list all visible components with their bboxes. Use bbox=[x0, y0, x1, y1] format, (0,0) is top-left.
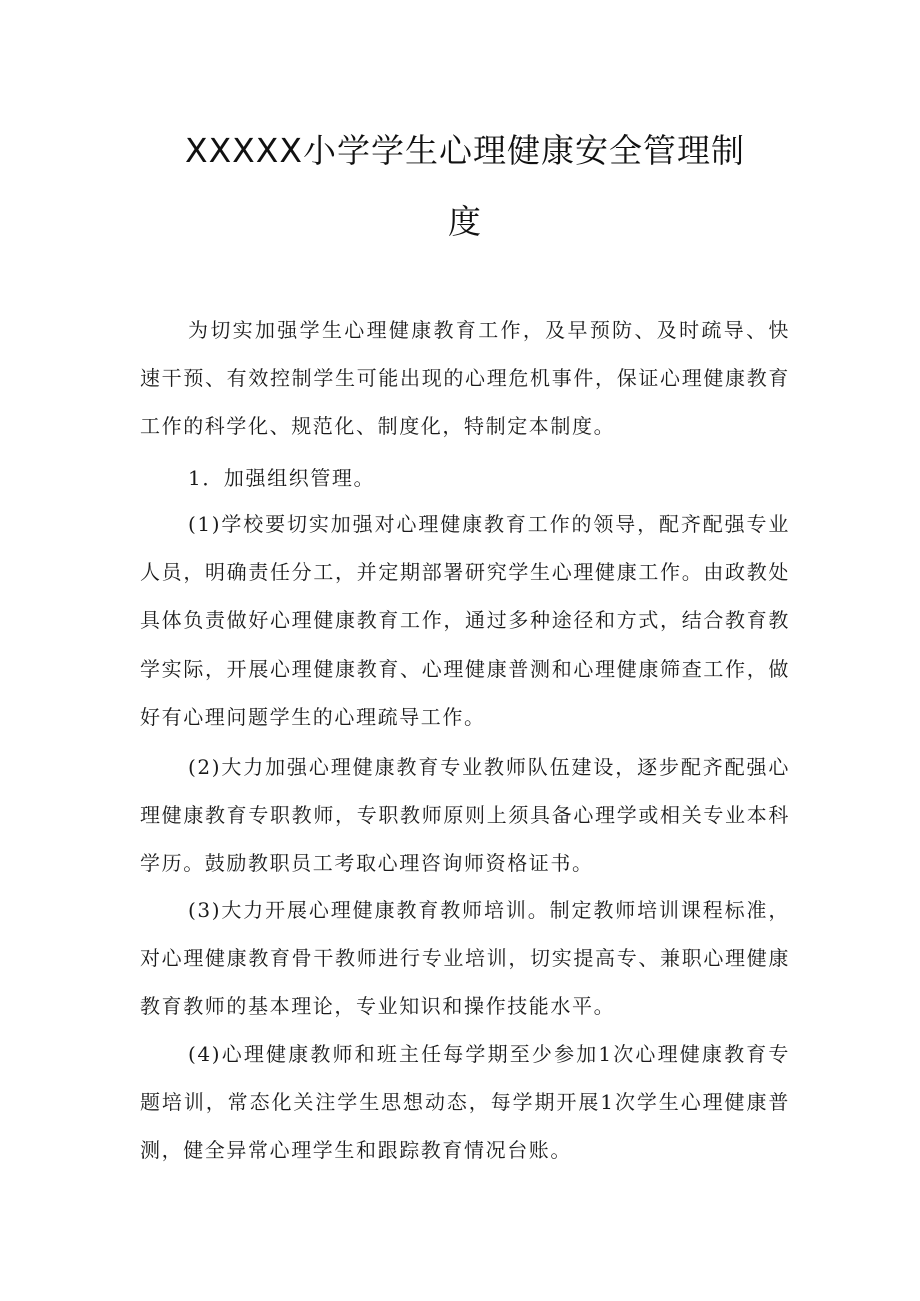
paragraph-item-3: (3)大力开展心理健康教育教师培训。制定教师培训课程标准，对心理健康教育骨干教师进行专业培训，切实提高专、兼职心理健康教育教师的基本理论，专业知识和操作技能水平。 bbox=[140, 898, 790, 1019]
paragraph-item-4: (4)心理健康教师和班主任每学期至少参加1次心理健康教育专题培训，常态化关注学生思想动态，每学期开展1次学生心理健康普测，健全异常心理学生和跟踪教育情况台账。 bbox=[140, 1042, 790, 1163]
paragraph-item-1: (1)学校要切实加强对心理健康教育工作的领导，配齐配强专业人员，明确责任分工，并定期部署研究学生心理健康工作。由政教处具体负责做好心理健康教育工作，通过多种途径和方式，结合教育教学实际，开展心理健康教育、心理健康普测和心理健康筛查工作，做好有心理问题学生的心理疏导工作。 bbox=[140, 512, 790, 729]
intro-paragraph: 为切实加强学生心理健康教育工作，及早预防、及时疏导、快速干预、有效控制学生可能出现的心理危机事件，保证心理健康教育工作的科学化、规范化、制度化，特制定本制度。 bbox=[140, 318, 790, 439]
document-title-line-2: 度 bbox=[448, 202, 482, 241]
section-heading: 1．加强组织管理。 bbox=[188, 466, 376, 490]
document-title-line-1: XXXXX小学学生心理健康安全管理制 bbox=[184, 131, 746, 170]
paragraph-item-2: (2)大力加强心理健康教育专业教师队伍建设，逐步配齐配强心理健康教育专职教师，专职教师原则上须具备心理学或相关专业本科学历。鼓励教职员工考取心理咨询师资格证书。 bbox=[140, 755, 790, 876]
